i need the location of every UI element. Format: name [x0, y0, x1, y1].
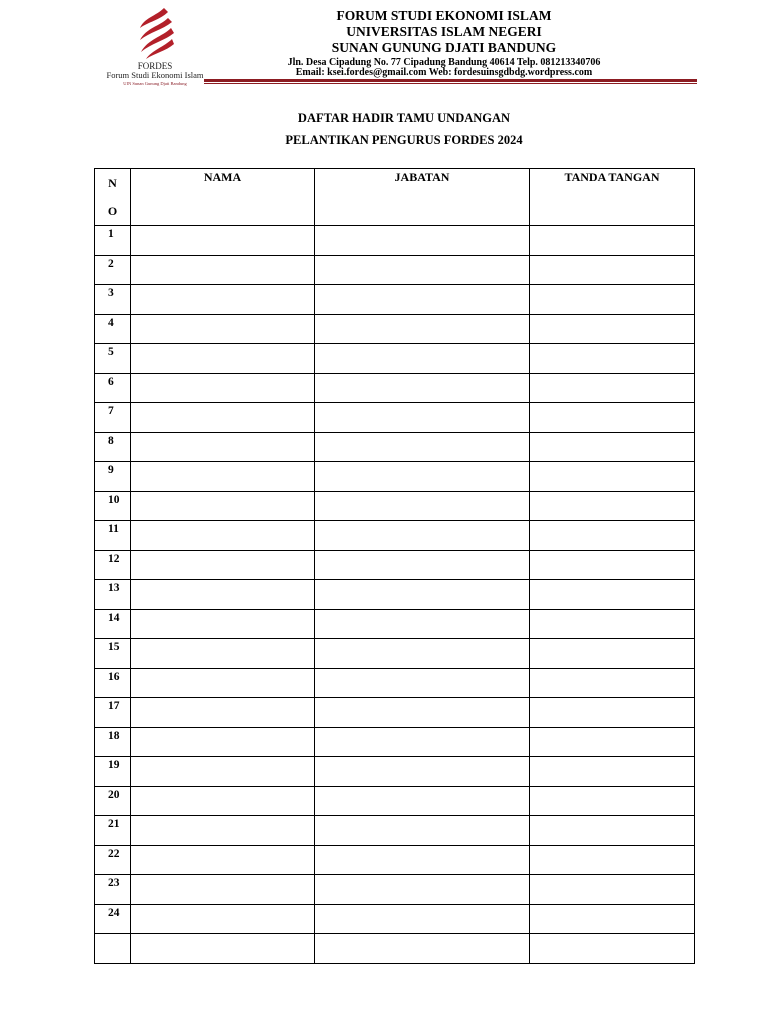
jabatan-cell[interactable] [315, 757, 530, 787]
tanda-tangan-cell[interactable] [530, 727, 695, 757]
row-number: 10 [95, 491, 131, 521]
jabatan-cell[interactable] [315, 816, 530, 846]
table-row [95, 668, 695, 698]
tanda-tangan-cell[interactable] [530, 934, 695, 964]
row-number: 14 [95, 609, 131, 639]
tanda-tangan-cell[interactable] [530, 609, 695, 639]
jabatan-cell[interactable] [315, 491, 530, 521]
row-number: 19 [95, 757, 131, 787]
nama-cell[interactable] [131, 432, 315, 462]
logo-subtitle: Forum Studi Ekonomi Islam [106, 70, 204, 80]
table-row [95, 875, 695, 905]
nama-cell[interactable] [131, 845, 315, 875]
letterhead-contact: Email: ksei.fordes@gmail.com Web: fordesuinsgdbdg.wordpress.com [295, 67, 593, 78]
header-jabatan-label: JABATAN [394, 170, 450, 184]
tanda-tangan-cell[interactable] [530, 816, 695, 846]
nama-cell[interactable] [131, 757, 315, 787]
table-row [95, 580, 695, 610]
row-number: 3 [95, 285, 131, 315]
jabatan-cell[interactable] [315, 314, 530, 344]
fordes-logo [104, 6, 206, 84]
jabatan-cell[interactable] [315, 668, 530, 698]
table-row [95, 727, 695, 757]
nama-cell[interactable] [131, 373, 315, 403]
letterhead-line-1: FORUM STUDI EKONOMI ISLAM [336, 8, 552, 23]
table-row [95, 491, 695, 521]
row-number [95, 934, 131, 964]
nama-cell[interactable] [131, 904, 315, 934]
table-row [95, 285, 695, 315]
tanda-tangan-cell[interactable] [530, 432, 695, 462]
row-number: 17 [95, 698, 131, 728]
nama-cell[interactable] [131, 609, 315, 639]
header-no-line-2: O [107, 204, 118, 218]
header-tanda-tangan-label: TANDA TANGAN [564, 170, 660, 184]
tanda-tangan-cell[interactable] [530, 904, 695, 934]
nama-cell[interactable] [131, 698, 315, 728]
table-row [95, 550, 695, 580]
jabatan-cell[interactable] [315, 521, 530, 551]
table-row [95, 314, 695, 344]
jabatan-cell[interactable] [315, 786, 530, 816]
table-row [95, 226, 695, 256]
nama-cell[interactable] [131, 875, 315, 905]
tanda-tangan-cell[interactable] [530, 314, 695, 344]
nama-cell[interactable] [131, 314, 315, 344]
row-number: 20 [95, 786, 131, 816]
tanda-tangan-cell[interactable] [530, 845, 695, 875]
nama-cell[interactable] [131, 403, 315, 433]
attendance-table [94, 168, 695, 964]
jabatan-cell[interactable] [315, 727, 530, 757]
jabatan-cell[interactable] [315, 344, 530, 374]
table-row [95, 845, 695, 875]
row-number: 12 [95, 550, 131, 580]
tanda-tangan-cell[interactable] [530, 226, 695, 256]
table-row [95, 934, 695, 964]
row-number: 18 [95, 727, 131, 757]
row-number: 5 [95, 344, 131, 374]
row-number: 1 [95, 226, 131, 256]
jabatan-cell[interactable] [315, 875, 530, 905]
nama-cell[interactable] [131, 639, 315, 669]
tanda-tangan-cell[interactable] [530, 875, 695, 905]
nama-cell[interactable] [131, 344, 315, 374]
nama-cell[interactable] [131, 550, 315, 580]
jabatan-cell[interactable] [315, 373, 530, 403]
jabatan-cell[interactable] [315, 226, 530, 256]
tanda-tangan-cell[interactable] [530, 550, 695, 580]
table-row [95, 609, 695, 639]
jabatan-cell[interactable] [315, 904, 530, 934]
jabatan-cell[interactable] [315, 698, 530, 728]
tanda-tangan-cell[interactable] [530, 285, 695, 315]
table-header-row [95, 169, 695, 226]
tanda-tangan-cell[interactable] [530, 403, 695, 433]
flame-stripes-icon [134, 6, 178, 60]
header-jabatan [315, 169, 530, 226]
table-row [95, 403, 695, 433]
table-row [95, 757, 695, 787]
table-row [95, 462, 695, 492]
nama-cell[interactable] [131, 580, 315, 610]
row-number: 21 [95, 816, 131, 846]
row-number: 11 [95, 521, 131, 551]
logo-name: FORDES [137, 61, 173, 71]
nama-cell[interactable] [131, 255, 315, 285]
tanda-tangan-cell[interactable] [530, 639, 695, 669]
nama-cell[interactable] [131, 727, 315, 757]
jabatan-cell[interactable] [315, 639, 530, 669]
table-row [95, 373, 695, 403]
nama-cell[interactable] [131, 462, 315, 492]
logo-tagline: UIN Sunan Gunung Djati Bandung [123, 81, 187, 86]
row-number: 7 [95, 403, 131, 433]
tanda-tangan-cell[interactable] [530, 698, 695, 728]
tanda-tangan-cell[interactable] [530, 668, 695, 698]
row-number: 15 [95, 639, 131, 669]
tanda-tangan-cell[interactable] [530, 462, 695, 492]
tanda-tangan-cell[interactable] [530, 491, 695, 521]
nama-cell[interactable] [131, 668, 315, 698]
nama-cell[interactable] [131, 491, 315, 521]
tanda-tangan-cell[interactable] [530, 255, 695, 285]
table-row [95, 521, 695, 551]
document-subtitle: PELANTIKAN PENGURUS FORDES 2024 [285, 133, 523, 147]
row-number: 9 [95, 462, 131, 492]
row-number: 16 [95, 668, 131, 698]
row-number: 23 [95, 875, 131, 905]
nama-cell[interactable] [131, 786, 315, 816]
jabatan-cell[interactable] [315, 934, 530, 964]
table-row [95, 344, 695, 374]
table-row [95, 816, 695, 846]
letterhead-line-3: SUNAN GUNUNG DJATI BANDUNG [331, 40, 557, 55]
tanda-tangan-cell[interactable] [530, 344, 695, 374]
jabatan-cell[interactable] [315, 580, 530, 610]
row-number: 2 [95, 255, 131, 285]
header-nama [131, 169, 315, 226]
letterhead-line-2: UNIVERSITAS ISLAM NEGERI [346, 24, 542, 39]
jabatan-cell[interactable] [315, 285, 530, 315]
letterhead-rule-thick [204, 79, 697, 82]
table-row [95, 904, 695, 934]
tanda-tangan-cell[interactable] [530, 521, 695, 551]
header-no-line-1: N [108, 176, 117, 190]
row-number: 13 [95, 580, 131, 610]
nama-cell[interactable] [131, 226, 315, 256]
tanda-tangan-cell[interactable] [530, 373, 695, 403]
row-number: 24 [95, 904, 131, 934]
tanda-tangan-cell[interactable] [530, 580, 695, 610]
nama-cell[interactable] [131, 521, 315, 551]
header-nama-label: NAMA [203, 170, 242, 184]
tanda-tangan-cell[interactable] [530, 757, 695, 787]
jabatan-cell[interactable] [315, 255, 530, 285]
jabatan-cell[interactable] [315, 432, 530, 462]
document-title: DAFTAR HADIR TAMU UNDANGAN [297, 111, 511, 125]
jabatan-cell[interactable] [315, 845, 530, 875]
nama-cell[interactable] [131, 285, 315, 315]
letterhead-address: Jln. Desa Cipadung No. 77 Cipadung Bandung 40614 Telp. 081213340706 [287, 57, 601, 68]
jabatan-cell[interactable] [315, 462, 530, 492]
letterhead-rule-thin [204, 83, 697, 84]
jabatan-cell[interactable] [315, 403, 530, 433]
header-tanda-tangan [530, 169, 695, 226]
nama-cell[interactable] [131, 934, 315, 964]
jabatan-cell[interactable] [315, 609, 530, 639]
row-number: 6 [95, 373, 131, 403]
jabatan-cell[interactable] [315, 550, 530, 580]
table-row [95, 639, 695, 669]
tanda-tangan-cell[interactable] [530, 786, 695, 816]
header-no [95, 169, 131, 226]
row-number: 22 [95, 845, 131, 875]
table-row [95, 786, 695, 816]
table-row [95, 698, 695, 728]
table-row [95, 432, 695, 462]
nama-cell[interactable] [131, 816, 315, 846]
table-row [95, 255, 695, 285]
row-number: 8 [95, 432, 131, 462]
row-number: 4 [95, 314, 131, 344]
